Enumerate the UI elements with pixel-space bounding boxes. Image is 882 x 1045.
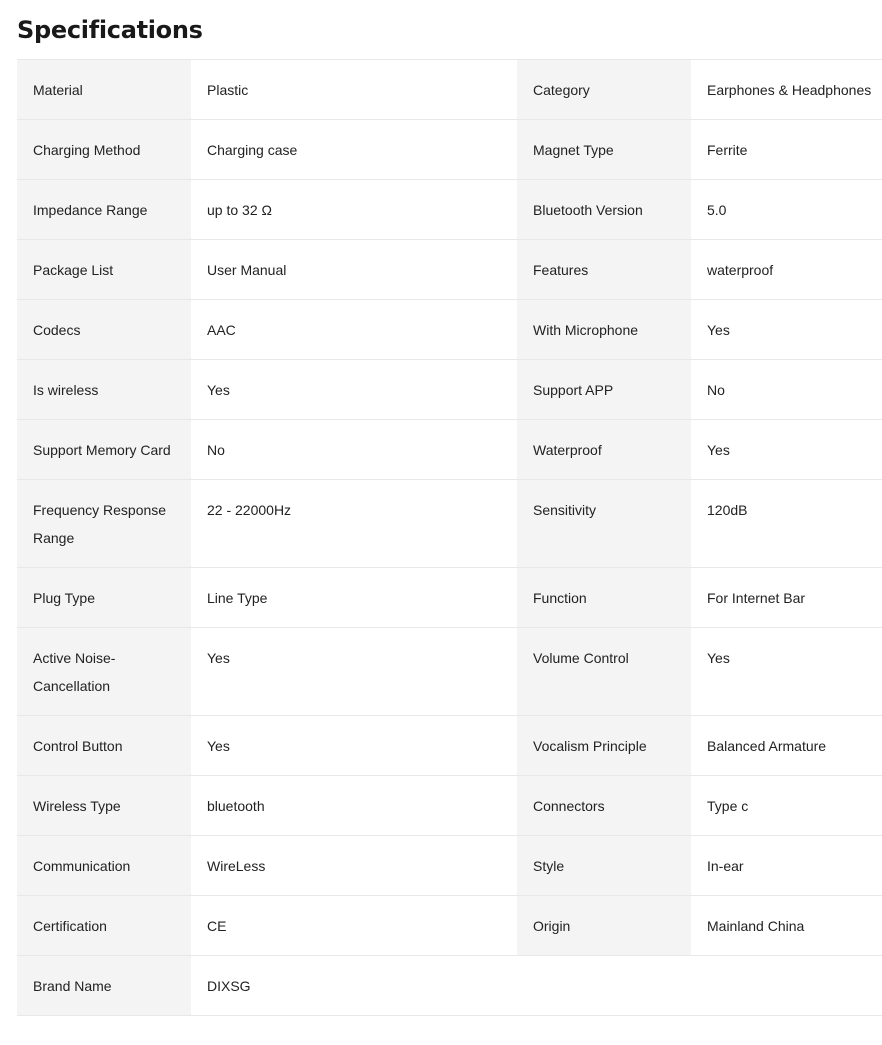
- spec-key: Waterproof: [517, 420, 691, 480]
- spec-value: WireLess: [191, 836, 517, 896]
- spec-key: Magnet Type: [517, 120, 691, 180]
- table-row: [17, 568, 882, 628]
- table-row: [17, 628, 882, 716]
- spec-key: With Microphone: [517, 300, 691, 360]
- spec-key: Origin: [517, 896, 691, 956]
- spec-value: Yes: [191, 716, 517, 776]
- spec-value: 5.0: [691, 180, 882, 240]
- spec-key: Wireless Type: [17, 776, 191, 836]
- spec-key: Support Memory Card: [17, 420, 191, 480]
- spec-key: Certification: [17, 896, 191, 956]
- spec-value: Line Type: [191, 568, 517, 628]
- spec-key: Active Noise-Cancellation: [17, 628, 191, 716]
- spec-value: No: [191, 420, 517, 480]
- table-row: [17, 240, 882, 300]
- spec-value: CE: [191, 896, 517, 956]
- spec-key: Bluetooth Version: [517, 180, 691, 240]
- spec-key: Support APP: [517, 360, 691, 420]
- spec-value: Ferrite: [691, 120, 882, 180]
- table-row: [17, 360, 882, 420]
- spec-value: No: [691, 360, 882, 420]
- page-title: Specifications: [17, 16, 203, 44]
- spec-value: Yes: [191, 628, 517, 716]
- spec-value: Balanced Armature: [691, 716, 882, 776]
- spec-key: Plug Type: [17, 568, 191, 628]
- spec-key: Is wireless: [17, 360, 191, 420]
- specifications-table: [17, 59, 882, 1016]
- spec-key: Package List: [17, 240, 191, 300]
- spec-value: Type c: [691, 776, 882, 836]
- spec-value: Charging case: [191, 120, 517, 180]
- spec-value: Yes: [691, 300, 882, 360]
- spec-value: 22 - 22000Hz: [191, 480, 517, 568]
- table-row: [17, 60, 882, 120]
- spec-value: waterproof: [691, 240, 882, 300]
- spec-key: Communication: [17, 836, 191, 896]
- spec-key: Volume Control: [517, 628, 691, 716]
- spec-value: For Internet Bar: [691, 568, 882, 628]
- table-row: [17, 776, 882, 836]
- spec-value: Yes: [691, 628, 882, 716]
- spec-value: 120dB: [691, 480, 882, 568]
- table-row: [17, 896, 882, 956]
- spec-key: Category: [517, 60, 691, 120]
- spec-key: Sensitivity: [517, 480, 691, 568]
- spec-value: Yes: [691, 420, 882, 480]
- spec-key: Vocalism Principle: [517, 716, 691, 776]
- table-row: [17, 420, 882, 480]
- table-row: [17, 716, 882, 776]
- empty-cell: [517, 956, 691, 1016]
- spec-key: Frequency Response Range: [17, 480, 191, 568]
- table-row: [17, 120, 882, 180]
- spec-value: bluetooth: [191, 776, 517, 836]
- spec-key: Brand Name: [17, 956, 191, 1016]
- table-row: [17, 480, 882, 568]
- spec-value: Plastic: [191, 60, 517, 120]
- spec-key: Features: [517, 240, 691, 300]
- spec-value: AAC: [191, 300, 517, 360]
- spec-value: DIXSG: [191, 956, 517, 1016]
- spec-key: Charging Method: [17, 120, 191, 180]
- spec-key: Function: [517, 568, 691, 628]
- spec-key: Material: [17, 60, 191, 120]
- spec-value: Mainland China: [691, 896, 882, 956]
- table-row: [17, 836, 882, 896]
- spec-key: Control Button: [17, 716, 191, 776]
- spec-value: up to 32 Ω: [191, 180, 517, 240]
- spec-value: User Manual: [191, 240, 517, 300]
- table-row: [17, 180, 882, 240]
- spec-key: Style: [517, 836, 691, 896]
- spec-key: Codecs: [17, 300, 191, 360]
- table-row: [17, 956, 882, 1016]
- spec-value: Yes: [191, 360, 517, 420]
- table-row: [17, 300, 882, 360]
- spec-key: Impedance Range: [17, 180, 191, 240]
- spec-value: In-ear: [691, 836, 882, 896]
- spec-value: Earphones & Headphones: [691, 60, 882, 120]
- spec-key: Connectors: [517, 776, 691, 836]
- empty-cell: [691, 956, 882, 1016]
